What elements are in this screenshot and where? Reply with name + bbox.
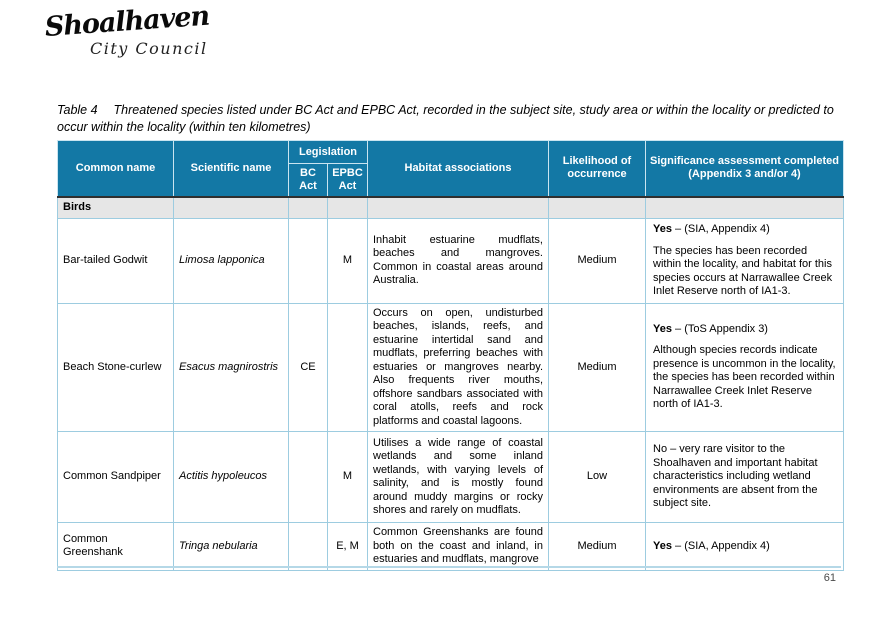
significance-cell: [646, 303, 844, 432]
logo-city-council-text: City Council: [90, 39, 208, 58]
header-likelihood-of-occurrence: [549, 141, 646, 197]
species-row-common-sandpiper: [58, 432, 844, 523]
header-bc-line1: BC: [300, 166, 316, 179]
header-common-name: Common name: [58, 141, 174, 197]
species-row-common-greenshank: [58, 523, 844, 571]
section-row-birds: [58, 197, 844, 219]
common-name-cell: Common Sandpiper: [58, 432, 174, 523]
section-empty-cell: [368, 197, 549, 219]
significance-cell: [646, 432, 844, 523]
header-likelihood-line1: Likelihood of: [562, 155, 632, 168]
scientific-name-cell: Tringa nebularia: [174, 523, 289, 571]
footer-divider-line: [57, 566, 841, 568]
scientific-name-cell: Esacus magnirostris: [174, 303, 289, 432]
habitat-cell: Common Greenshanks are found both on the coast and inland, in estuaries and mudflats, mangrove: [368, 523, 549, 571]
header-bc-line2: Act: [299, 179, 317, 192]
significance-cell: [646, 219, 844, 304]
habitat-cell: Utilises a wide range of coastal wetlands and some inland wetlands, with varying levels of salinity, and is mostly found around muddy margins or rocky shores and rarely on mudflats.: [368, 432, 549, 523]
epbc-act-cell: [328, 303, 368, 432]
bc-act-cell: CE: [289, 303, 328, 432]
header-row-top: [58, 141, 844, 164]
header-likelihood-line2: occurrence: [567, 168, 627, 181]
scientific-name-cell: Actitis hypoleucos: [174, 432, 289, 523]
significance-body: Although species records indicate presence is uncommon in the locality, the species has been recorded within Narrawallee Creek Inlet Reserve north of IA1-3.: [653, 344, 836, 411]
section-empty-cell: [174, 197, 289, 219]
species-row-bar-tailed-godwit: [58, 219, 844, 304]
page-number: 61: [823, 572, 836, 584]
significance-cell: [646, 523, 844, 571]
table-caption: [57, 102, 839, 136]
header-legislation: Legislation: [289, 141, 368, 164]
threatened-species-table: [57, 140, 844, 571]
common-name-cell: Bar-tailed Godwit: [58, 219, 174, 304]
significance-body: The species has been recorded within the locality, and habitat for this species occurs at Narrawallee Creek Inlet Reserve north of IA1-3.: [653, 244, 833, 297]
section-label: Birds: [58, 197, 174, 219]
header-epbc-line1: EPBC: [332, 166, 363, 179]
significance-lead: No – very rare visitor to the Shoalhaven and important habitat characteristics including wetland environments are absent from the subject site.: [653, 443, 818, 510]
significance-lead: Yes – (SIA, Appendix 4): [653, 539, 770, 552]
header-bc-act: [289, 164, 328, 197]
epbc-act-cell: M: [328, 432, 368, 523]
header-scientific-name: Scientific name: [174, 141, 289, 197]
likelihood-cell: Low: [549, 432, 646, 523]
header-epbc-act: [328, 164, 368, 197]
species-row-beach-stone-curlew: [58, 303, 844, 432]
bc-act-cell: [289, 432, 328, 523]
header-significance-line1: Significance assessment completed: [650, 155, 839, 168]
epbc-act-cell: E, M: [328, 523, 368, 571]
section-empty-cell: [646, 197, 844, 219]
likelihood-cell: Medium: [549, 303, 646, 432]
significance-lead: Yes – (SIA, Appendix 4): [653, 223, 770, 235]
bc-act-cell: [289, 219, 328, 304]
table-header: [58, 141, 844, 197]
scientific-name-cell: Limosa lapponica: [174, 219, 289, 304]
common-name-cell: Common Greenshank: [58, 523, 174, 571]
table-caption-label: Table 4: [57, 103, 98, 117]
header-significance-line2: (Appendix 3 and/or 4): [688, 168, 801, 181]
section-empty-cell: [289, 197, 328, 219]
habitat-cell: Inhabit estuarine mudflats, beaches and mangroves. Common in coastal areas around Australia.: [368, 219, 549, 304]
table-caption-text: Threatened species listed under BC Act and EPBC Act, recorded in the subject site, study area or within the locality or predicted to occur within the locality (within ten kilometres): [57, 103, 834, 134]
section-empty-cell: [549, 197, 646, 219]
logo-shoalhaven-text: Shoalhaven: [43, 0, 211, 44]
likelihood-cell: Medium: [549, 219, 646, 304]
header-epbc-line2: Act: [338, 179, 357, 192]
habitat-cell: Occurs on open, undisturbed beaches, islands, reefs, and estuarine intertidal sand and mudflats, preferring beaches with estuaries or mangroves nearby. Also frequents river mouths, offshore sandbars associated with coral atolls, reefs and rock platforms and coastal lagoons.: [368, 303, 549, 432]
significance-lead: Yes – (ToS Appendix 3): [653, 322, 768, 335]
section-empty-cell: [328, 197, 368, 219]
council-logo: [43, 0, 266, 58]
bc-act-cell: [289, 523, 328, 571]
common-name-cell: Beach Stone-curlew: [58, 303, 174, 432]
likelihood-cell: Medium: [549, 523, 646, 571]
epbc-act-cell: M: [328, 219, 368, 304]
header-significance-assessment: [646, 141, 844, 197]
header-habitat-associations: Habitat associations: [368, 141, 549, 197]
